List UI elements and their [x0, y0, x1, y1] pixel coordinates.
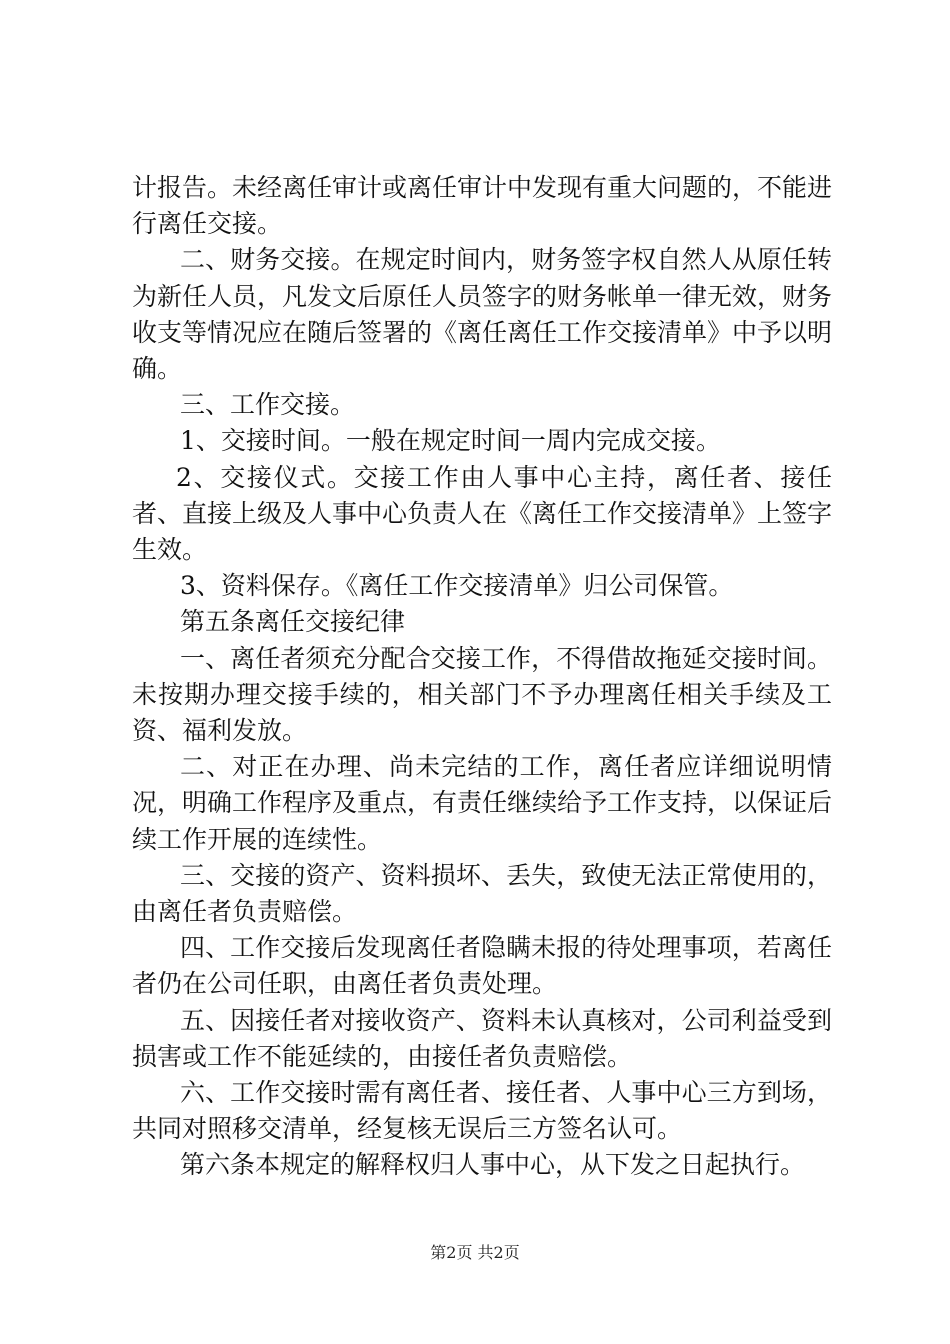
paragraph-handover-time: 1、交接时间。一般在规定时间一周内完成交接。	[180, 426, 721, 456]
paragraph-rule-4: 四、工作交接后发现离任者隐瞒未报的待处理事项，若离任者仍在公司任职，由离任者负责处理。	[132, 933, 832, 999]
paragraph-rule-1: 一、离任者须充分配合交接工作，不得借故拖延交接时间。未按期办理交接手续的，相关部门不予办理离任相关手续及工资、福利发放。	[132, 643, 832, 746]
paragraph-rule-2: 二、对正在办理、尚未完结的工作，离任者应详细说明情况，明确工作程序及重点，有责任继续给予工作支持，以保证后续工作开展的连续性。	[132, 752, 833, 854]
page-number-footer: 第2页 共2页	[430, 1243, 520, 1262]
paragraph-rule-3: 三、交接的资产、资料损坏、丢失，致使无法正常使用的，由离任者负责赔偿。	[132, 860, 832, 927]
paragraph-financial-handover: 二、财务交接。在规定时间内，财务签字权自然人从原任转为新任人员，凡发文后原任人员签字的财务帐单一律无效，财务收支等情况应在随后签署的《离任离任工作交接清单》中予以明确。	[132, 245, 833, 384]
section-heading-article-6: 第六条本规定的解释权归人事中心，从下发之日起执行。	[180, 1150, 806, 1180]
paragraph-rule-6: 六、工作交接时需有离任者、接任者、人事中心三方到场，共同对照移交清单，经复核无误后三方签名认可。	[132, 1078, 832, 1144]
section-heading-article-5: 第五条离任交接纪律	[180, 607, 406, 637]
paragraph-document-storage: 3、资料保存。《离任工作交接清单》归公司保管。	[180, 571, 734, 601]
paragraph-rule-5: 五、因接任者对接收资产、资料未认真核对，公司利益受到损害或工作不能延续的，由接任者负责赔偿。	[132, 1005, 832, 1071]
document-body	[132, 170, 832, 1184]
paragraph-handover-ceremony: 2、交接仪式。交接工作由人事中心主持，离任者、接任者、直接上级及人事中心负责人在《离任工作交接清单》上签字生效。	[132, 462, 833, 565]
paragraph-audit-continuation: 计报告。未经离任审计或离任审计中发现有重大问题的，不能进行离任交接。	[132, 173, 833, 239]
paragraph-work-handover: 三、工作交接。	[180, 390, 356, 420]
